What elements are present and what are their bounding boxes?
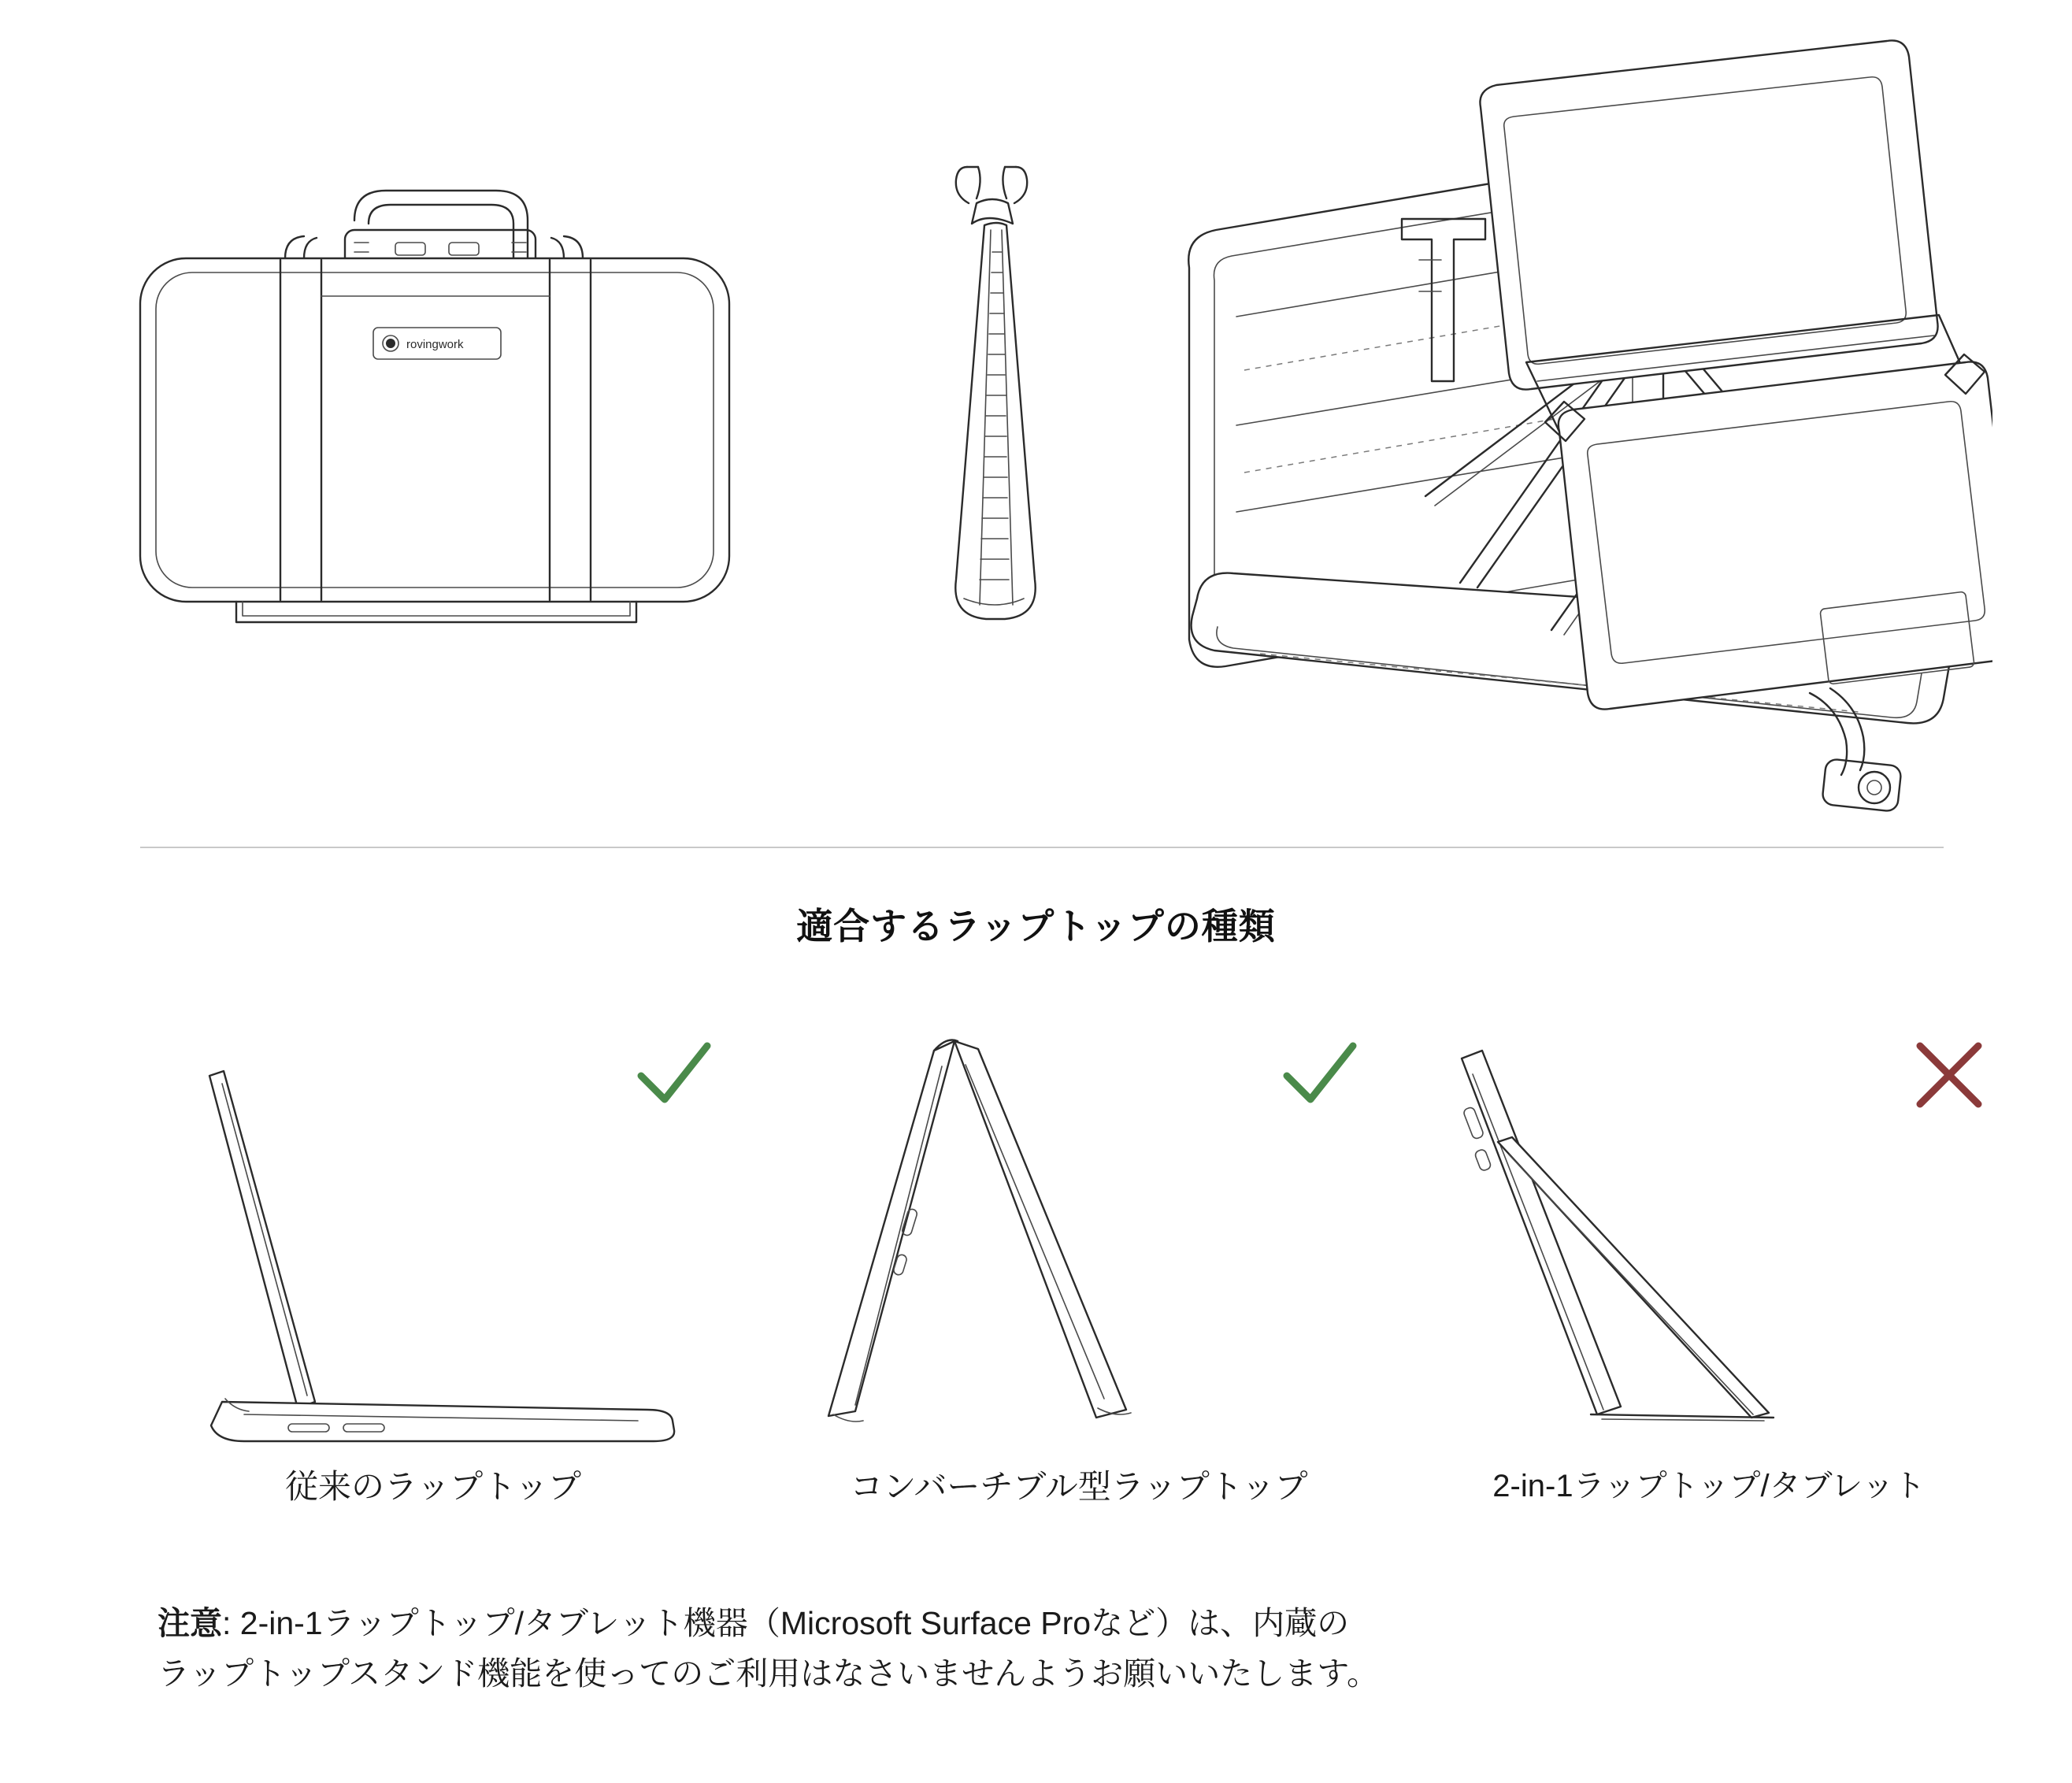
note-text [158, 1599, 1953, 1699]
laptop-bag-open-stand-view [1142, 32, 1992, 835]
laptop-type-two-in-one [1410, 1024, 2008, 1528]
note-line-2: ラップトップスタンド機能を使ってのご利用はなさいませんようお願いいたします。 [158, 1655, 1380, 1692]
check-icon [630, 1032, 717, 1118]
note-line-1: 2-in-1ラップトップ/タブレット機器（Microsoft Surface Proなど）は、内蔵の [239, 1605, 1350, 1641]
laptop-bag-front-view [118, 142, 764, 693]
laptop-type-label: 2-in-1ラップトップ/タブレット [1492, 1469, 1926, 1503]
note-prefix: 注意 [158, 1605, 222, 1641]
product-illustration-row [0, 0, 2072, 835]
laptop-type-label: コンバーチブル型ラップトップ [850, 1468, 1308, 1505]
laptop-types-row [118, 1024, 2008, 1528]
section-divider [140, 847, 1944, 848]
note-separator: : [222, 1605, 240, 1641]
page-title: 適合するラップトップの種類 [796, 906, 1276, 947]
laptop-bag-side-view [866, 158, 1118, 693]
laptop-type-label: 従来のラップトップ [285, 1468, 581, 1505]
cross-icon [1906, 1032, 1992, 1118]
laptop-type-convertible [780, 1024, 1378, 1528]
svg-text:rovingwork: rovingwork [406, 338, 464, 351]
check-icon [1276, 1032, 1362, 1118]
laptop-type-traditional [134, 1024, 732, 1528]
